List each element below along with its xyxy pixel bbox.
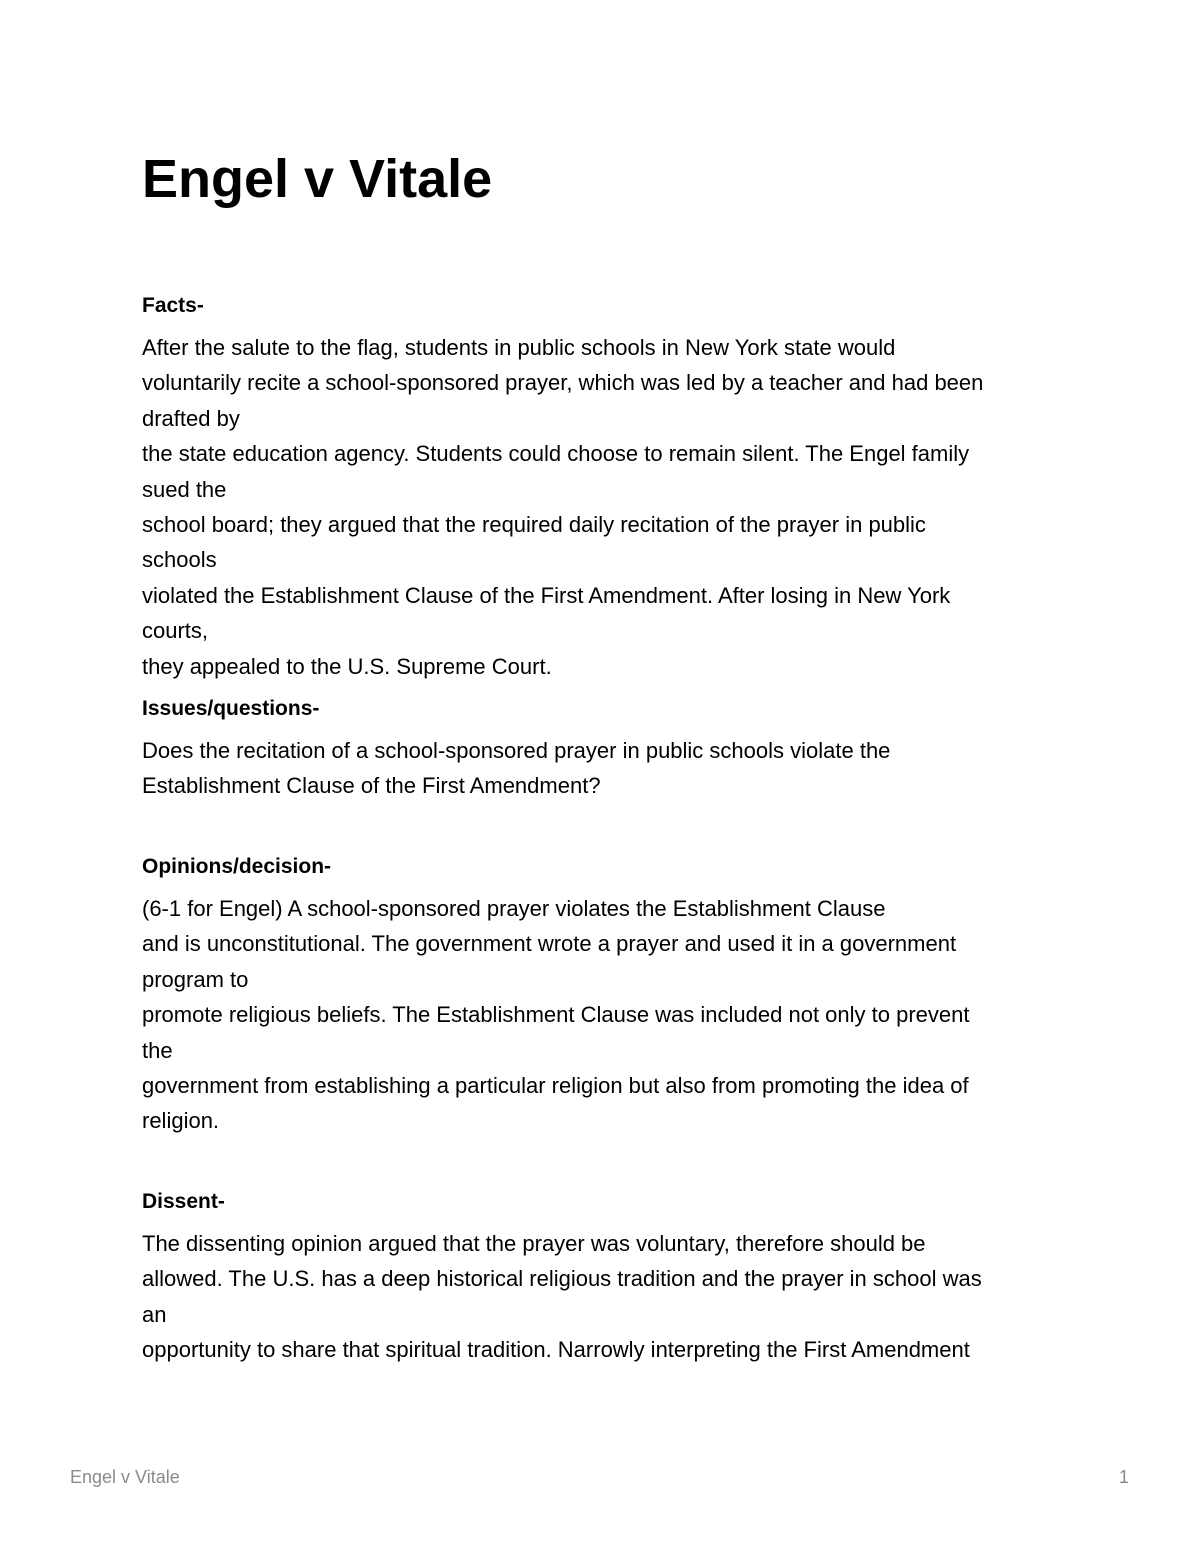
- dissent-heading: Dissent-: [142, 1189, 225, 1213]
- dissent-line: The dissenting opinion argued that the prayer was voluntary, therefore should be: [142, 1230, 926, 1256]
- section-spacer: [142, 813, 1052, 851]
- facts-line: the state education agency. Students could choose to remain silent. The Engel family: [142, 441, 970, 467]
- facts-paragraph: [142, 330, 1052, 684]
- facts-line: drafted by: [142, 405, 240, 431]
- facts-line: violated the Establishment Clause of the First Amendment. After losing in New York: [142, 582, 951, 608]
- page-number: 1: [1118, 1467, 1129, 1487]
- section-spacer: [142, 1148, 1052, 1186]
- opinions-line: (6-1 for Engel) A school-sponsored prayer violates the Establishment Clause: [142, 895, 886, 921]
- dissent-line: allowed. The U.S. has a deep historical religious tradition and the prayer in school was: [142, 1266, 982, 1292]
- opinions-paragraph: [142, 891, 1052, 1139]
- issues-line: Does the recitation of a school-sponsored prayer in public schools violate the: [142, 738, 891, 764]
- opinions-line: the: [142, 1037, 173, 1063]
- issues-heading: Issues/questions-: [142, 697, 320, 721]
- opinions-line: government from establishing a particular religion but also from promoting the idea of: [142, 1072, 969, 1098]
- facts-line: voluntarily recite a school-sponsored prayer, which was led by a teacher and had been: [142, 370, 984, 396]
- facts-line: courts,: [142, 618, 209, 644]
- document-title: Engel v Vitale: [142, 149, 493, 209]
- opinions-line: promote religious beliefs. The Establishment Clause was included not only to prevent: [142, 1002, 970, 1028]
- facts-line: school board; they argued that the required daily recitation of the prayer in public: [142, 512, 926, 538]
- facts-heading: Facts-: [142, 294, 204, 317]
- document-body: [142, 142, 1052, 1376]
- facts-line: After the salute to the flag, students in public schools in New York state would: [142, 335, 896, 360]
- facts-line: sued the: [142, 476, 227, 502]
- dissent-line: an: [142, 1301, 167, 1327]
- dissent-paragraph: [142, 1226, 1052, 1368]
- opinions-line: and is unconstitutional. The government wrote a prayer and used it in a government: [142, 931, 957, 957]
- opinions-line: religion.: [142, 1108, 220, 1134]
- facts-line: schools: [142, 547, 217, 573]
- facts-line: they appealed to the U.S. Supreme Court.: [142, 653, 552, 679]
- issues-paragraph: [142, 733, 1052, 804]
- issues-line: Establishment Clause of the First Amendment?: [142, 773, 601, 799]
- opinions-line: program to: [142, 966, 249, 992]
- opinions-heading: Opinions/decision-: [142, 854, 332, 878]
- dissent-line: opportunity to share that spiritual tradition. Narrowly interpreting the First Amendment: [142, 1336, 970, 1362]
- footer-title: Engel v Vitale: [70, 1467, 180, 1487]
